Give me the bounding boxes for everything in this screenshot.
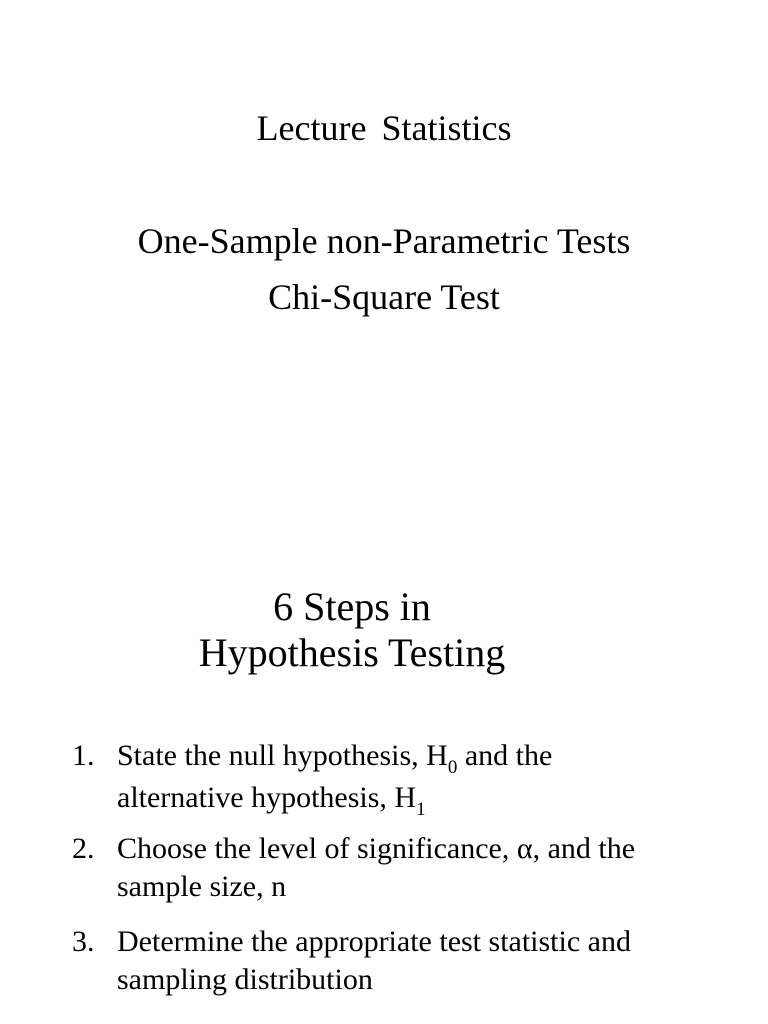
step-text-fragment: alternative hypothesis, H (117, 781, 417, 814)
step-line: sample size, n (117, 870, 287, 903)
step-line (117, 830, 737, 868)
step-line: Determine the appropriate test statistic and (117, 925, 631, 958)
lecture-title: Lecture Statistics (256, 108, 512, 148)
step-text-fragment: , and the (532, 832, 636, 865)
step-line (117, 737, 737, 779)
alpha-symbol: α (516, 832, 533, 865)
step-line (117, 779, 737, 821)
slide-hypothesis-steps (0, 512, 768, 1024)
steps-title-line-1: 6 Steps in (273, 584, 431, 629)
step-text (117, 923, 737, 999)
step-line: sampling distribution (117, 963, 373, 996)
subtitle-line-1: One-Sample non-Parametric Tests (137, 221, 631, 261)
step-text-fragment: State the null hypothesis, H (117, 739, 448, 772)
step-text (117, 830, 737, 906)
step-number: 3. (72, 925, 95, 958)
subscript-one: 1 (416, 799, 426, 820)
step-text (117, 737, 737, 821)
step-text-fragment: Choose the level of significance, (117, 832, 517, 865)
subtitle-line-2: Chi-Square Test (268, 277, 500, 317)
step-text-fragment: and the (457, 739, 553, 772)
step-number: 2. (72, 832, 95, 865)
subscript-zero: 0 (447, 757, 458, 778)
step-number: 1. (72, 739, 95, 772)
steps-title-line-2: Hypothesis Testing (198, 630, 506, 675)
steps-title (0, 584, 704, 676)
